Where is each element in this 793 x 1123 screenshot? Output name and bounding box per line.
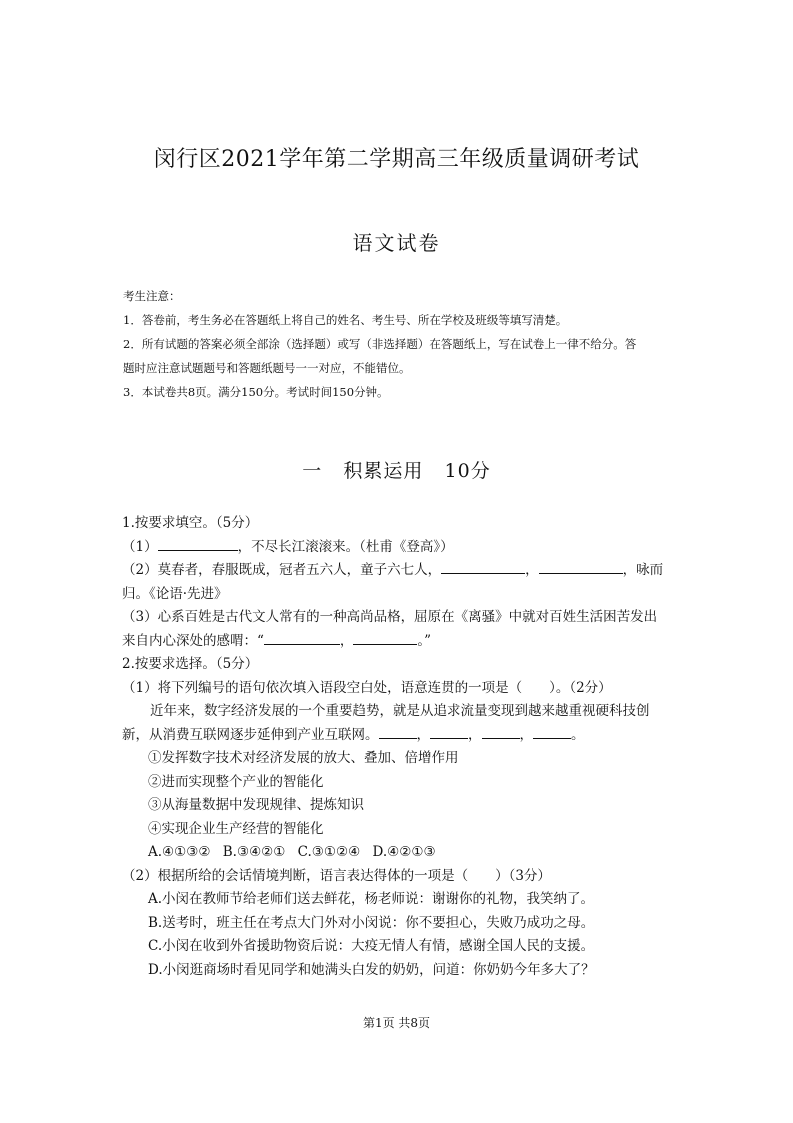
punct: ， <box>525 562 539 578</box>
option-d: D.④②①③ <box>372 844 436 860</box>
punct: ， <box>519 726 533 743</box>
q1-part2-cont: 归。《论语·先进》 <box>122 585 228 602</box>
q1-part1 <box>122 536 674 560</box>
answer-blank <box>430 724 468 739</box>
option-c: C.③①②④ <box>297 844 361 860</box>
answer-blank <box>264 630 340 645</box>
option-b: B.③④②① <box>222 844 286 860</box>
q2-stem: 2.按要求选择。（5分） <box>122 656 259 672</box>
punct: 。 <box>571 726 585 743</box>
q1-part3-cont <box>122 630 674 654</box>
sentence-item: ①发挥数字技术对经济发展的放大、叠加、倍增作用 <box>148 750 459 766</box>
punct: ， <box>416 726 430 743</box>
option-d: D.小闵逛商场时看见同学和她满头白发的奶奶，问道：你奶奶今年多大了？ <box>148 961 595 978</box>
notice-item: 3．本试卷共8页。满分150分。考试时间150分钟。 <box>123 385 389 399</box>
notice-heading: 考生注意： <box>123 289 181 303</box>
option-c: C.小闵在收到外省援助物资后说：大疫无情人有情，感谢全国人民的支援。 <box>148 938 595 954</box>
q1-part2 <box>122 559 674 583</box>
notice-item: 题时应注意试题题号和答题纸题号一一对应，不能错位。 <box>123 361 411 375</box>
section-title: 一 积累运用 10分 <box>302 460 491 482</box>
punct: ， <box>339 632 354 649</box>
exam-notice <box>123 284 673 404</box>
page-title: 闵行区2021学年第二学期高三年级质量调研考试 <box>153 147 640 172</box>
sentence-item: ④实现企业生产经营的智能化 <box>148 820 324 837</box>
punct: ， <box>468 726 482 743</box>
q1-part1-label: （1） <box>122 538 158 555</box>
option-a: A.小闵在教师节给老师们送去鲜花，杨老师说：谢谢你的礼物，我笑纳了。 <box>148 891 595 907</box>
answer-blank <box>539 559 623 574</box>
answer-blank <box>482 724 520 739</box>
answer-blank <box>379 724 417 739</box>
q1-part3: （3）心系百姓是古代文人常有的一种高尚品格，屈原在《离骚》中就对百姓生活困苦发出 <box>122 609 658 625</box>
q2-sub2: （2）根据所给的会话情境判断，语言表达得体的一项是（ ）（3分） <box>122 867 551 884</box>
option-a: A.④①③② <box>148 844 211 860</box>
option-b: B.送考时，班主任在考点大门外对小闵说：你不要担心，失败乃成功之母。 <box>148 914 595 931</box>
q1-part2-text: （2）莫春者，春服既成，冠者五六人，童子六七人， <box>122 562 442 578</box>
q2-sub1: （1）将下列编号的语句依次填入语段空白处，语意连贯的一项是（ ）。（2分） <box>122 679 612 696</box>
q1-part2-tail: ，咏而 <box>622 562 664 578</box>
q1-part1-text: ，不尽长江滚滚来。（杜甫《登高》） <box>237 538 454 555</box>
notice-item: 1．答卷前，考生务必在答题纸上将自己的姓名、考生号、所在学校及班级等填写清楚。 <box>123 313 568 327</box>
paper-subtitle: 语文试卷 <box>352 231 441 255</box>
answer-blank <box>353 630 417 645</box>
q1-part3-text: 来自内心深处的感喟：“ <box>122 632 264 649</box>
q2-paragraph-cont <box>122 724 674 748</box>
q2-paragraph-text: 新，从消费互联网逐步延伸到产业互联网。 <box>122 726 379 743</box>
answer-blank <box>158 536 238 551</box>
page-footer: 第1页 共8页 <box>362 1016 431 1030</box>
sentence-item: ②进而实现整个产业的智能化 <box>148 773 324 790</box>
q2-paragraph: 近年来，数字经济发展的一个重要趋势，就是从追求流量变现到越来越重视硬科技创 <box>150 703 650 719</box>
question-body <box>122 512 674 982</box>
sentence-item: ③从海量数据中发现规律、提炼知识 <box>148 797 364 813</box>
punct: 。” <box>417 632 432 649</box>
q1-stem: 1.按要求填空。（5分） <box>122 515 259 531</box>
answer-blank <box>533 724 571 739</box>
notice-item: 2．所有试题的答案必须全部涂（选择题）或写（非选择题）在答题纸上，写在试卷上一律不给分。答 <box>123 337 637 351</box>
answer-blank <box>441 559 525 574</box>
q2-options-1 <box>122 841 674 865</box>
